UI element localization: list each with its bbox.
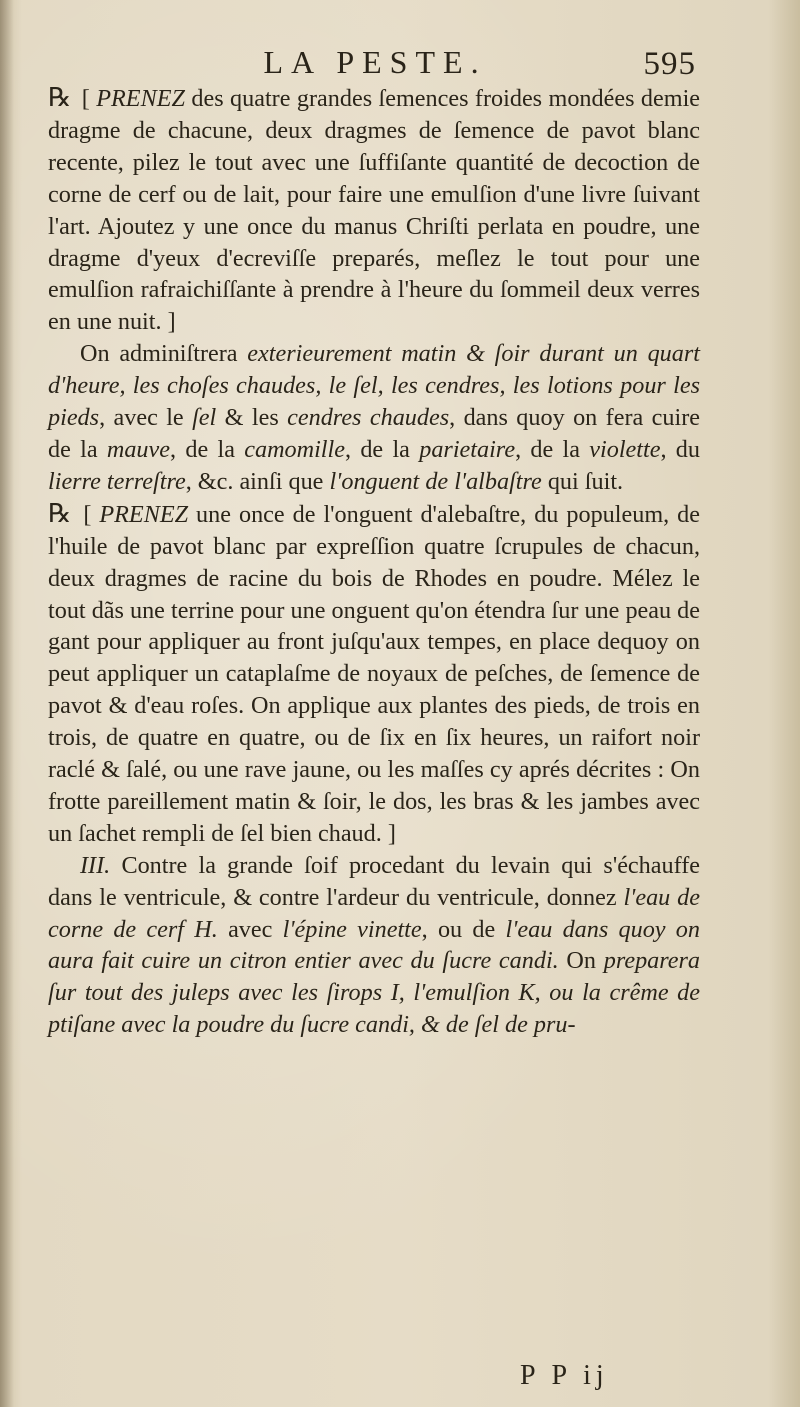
bracket-open: [: [81, 85, 90, 112]
thirst-paragraph: III. Contre la grande ſoif procedant du levain qui s'échauffe dans le ventricule, & contre l'ardeur du ventricule, donnez l'eau de corne de cerf H. avec l'épine vinette, ou de l'eau dans quoy on aura fait cuire un citron entier avec du ſucre candi. On preparera ſur tout des juleps avec les ſirops I, l'emulſion K, ou la crême de ptiſane avec la poudre du ſucre candi, & de ſel de pru-: [48, 851, 701, 1039]
recipe-text: des quatre grandes ſemences froides mondées demie dragme de chacune, deux dragmes de ſemence de pavot blanc recente, pilez le tout avec une ſuffiſante quantité de decoction de corne de cerf ou de lait, pour faire une emulſion d'une livre ſuivant l'art. Ajoutez y une once du manus Chriſti perlata en poudre, une dragme d'yeux d'ecreviſſe preparés, meſlez le tout pour une emulſion rafraichiſſante à prendre à l'heure du ſommeil deux verres en une nuit. ]: [48, 85, 701, 336]
page-number: 595: [643, 46, 696, 82]
bracket-open: [: [83, 500, 92, 528]
recipe-lead-word: PRENEZ: [96, 85, 185, 112]
signature-mark: P P ij: [520, 1360, 609, 1391]
external-treatment-paragraph: On adminiſtrera exterieurement matin & ſoir durant un quart d'heure, les choſes chaudes, le ſel, les cendres, les lotions pour les pieds, avec le ſel & les cendres chaudes, dans quoy on fera cuire de la mauve, de la camomille, de la parietaire, de la violette, du lierre terreſtre, &c. ainſi que l'onguent de l'albaſtre qui ſuit.: [48, 340, 701, 495]
recipe-paragraph-2: [48, 498, 700, 850]
recipe-text: une once de l'onguent d'alebaſtre, du populeum, de l'huile de pavot blanc par expreſſion quatre ſcrupules de chacun, deux dragmes de racine du bois de Rhodes en poudre. Mélez le tout dãs une terrine pour une onguent qu'on étendra ſur une peau de gant pour appliquer au front juſqu'aux tempes, en place dequoy on peut appliquer un cataplaſme de noyaux de peſches, de ſemence de pavot & d'eau roſes. On applique aux plantes des pieds, de trois en trois, de quatre en quatre, ou de ſix en ſix heures, un raifort noir raclé & ſalé, ou une rave jaune, ou les maſſes cy aprés décrites : On frotte pareillement matin & ſoir, le dos, les bras & les jambes avec un ſachet rempli de ſel bien chaud. ]: [48, 500, 701, 847]
section-number: III.: [80, 851, 111, 879]
recipe-paragraph-1: [48, 82, 700, 338]
running-title: LA PESTE.: [263, 44, 487, 80]
recipe-lead-word: PRENEZ: [99, 500, 189, 528]
body-text: [48, 82, 700, 1041]
gutter-shadow: [0, 0, 14, 1407]
recipe-symbol-icon: ℞: [48, 498, 72, 528]
recipe-symbol-icon: ℞: [48, 83, 72, 112]
